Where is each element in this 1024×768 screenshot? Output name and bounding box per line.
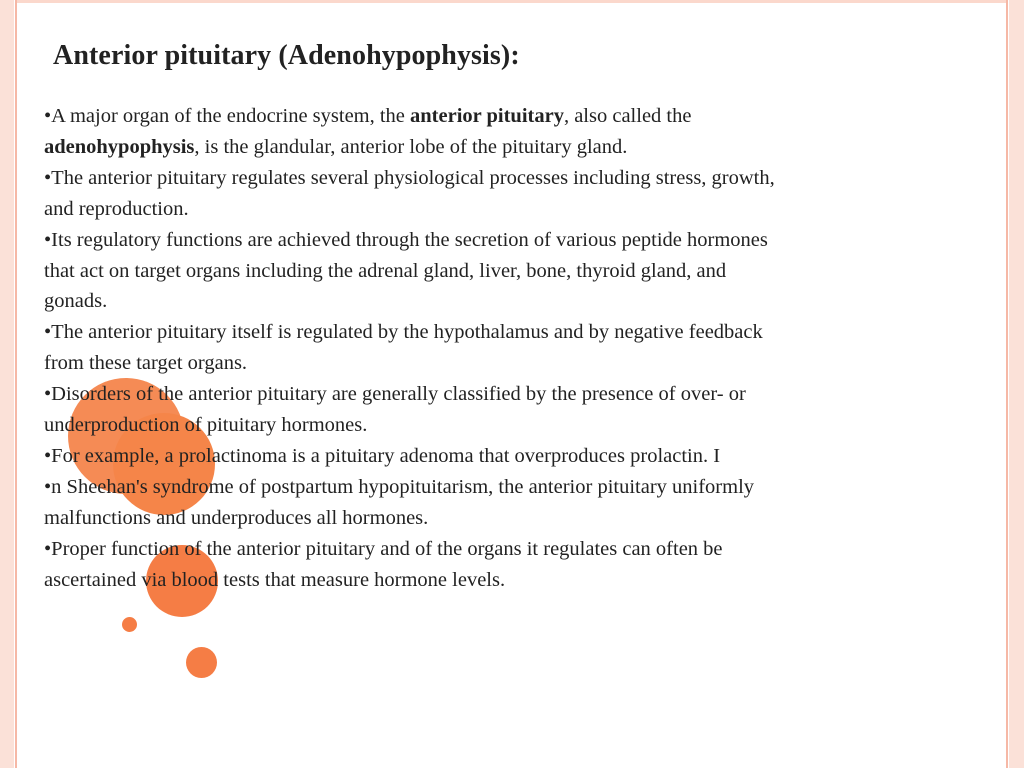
top-border-line (17, 0, 1006, 3)
left-border-line (15, 0, 17, 768)
right-border-band (1009, 0, 1024, 768)
right-border-line (1006, 0, 1008, 768)
bullet-1: •A major organ of the endocrine system, the anterior pituitary, also called the adenohypophysis, is the glandular, anterior lobe of the pituitary gland. (44, 105, 692, 158)
bullet-5: •Disorders of the anterior pituitary are generally classified by the presence of over- or underproduction of pituitary hormones. (44, 383, 746, 437)
decorative-circle-small (122, 617, 137, 632)
slide-title: Anterior pituitary (Adenohypophysis): (53, 40, 520, 71)
slide-body (44, 101, 974, 596)
decorative-circle-small-2 (186, 647, 217, 678)
bullet-6: •For example, a prolactinoma is a pituitary adenoma that overproduces prolactin. I (44, 444, 721, 467)
left-border-band (0, 0, 14, 768)
bullet-8: •Proper function of the anterior pituitary and of the organs it regulates can often be ascertained via blood tests that measure hormone levels. (44, 537, 723, 591)
bullet-2: •The anterior pituitary regulates several physiological processes including stress, growth, and reproduction. (44, 166, 775, 220)
bullet-3: •Its regulatory functions are achieved through the secretion of various peptide hormones that act on target organs including the adrenal gland, liver, bone, thyroid gland, and gonads. (44, 228, 768, 313)
bullet-7: •n Sheehan's syndrome of postpartum hypopituitarism, the anterior pituitary uniformly malfunctions and underproduces all hormones. (44, 475, 755, 529)
bullet-4: •The anterior pituitary itself is regulated by the hypothalamus and by negative feedback from these target organs. (44, 321, 763, 375)
bold-term-adenohypophysis: adenohypophysis (44, 135, 195, 158)
bold-term-anterior-pituitary: anterior pituitary (410, 105, 564, 127)
